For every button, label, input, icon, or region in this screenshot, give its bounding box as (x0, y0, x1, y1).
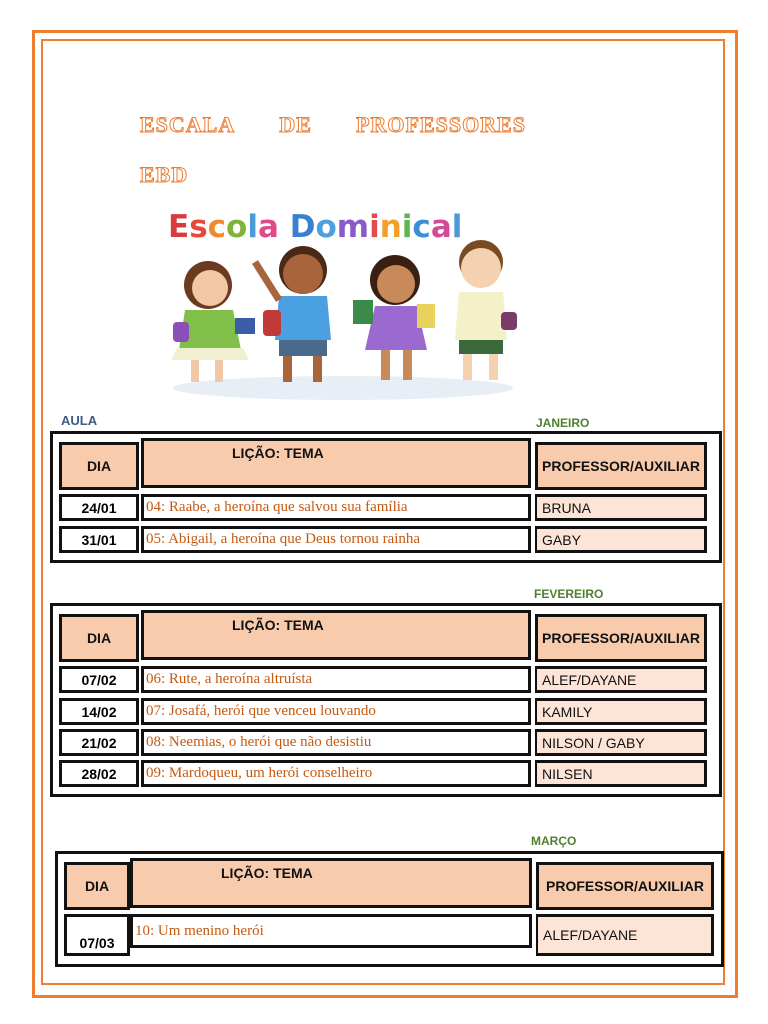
logo-text: Escola Dominical (168, 209, 463, 245)
table-row-lesson: 04: Raabe, a heroína que salvou sua família (141, 494, 531, 521)
header-professor: PROFESSOR/AUXILIAR (535, 614, 707, 662)
month-label: FEVEREIRO (534, 587, 604, 601)
table-row-lesson: 06: Rute, a heroína altruísta (141, 666, 531, 693)
month-label: MARÇO (531, 834, 577, 848)
child-figure (255, 246, 331, 382)
child-figure (455, 240, 517, 380)
header-dia: DIA (59, 442, 139, 490)
child-figure (353, 255, 435, 380)
table-row-day: 28/02 (59, 760, 139, 787)
title-word: PROFESSORES (356, 112, 526, 137)
ground-shadow (173, 376, 513, 400)
table-row-professor: GABY (535, 526, 707, 553)
table-row-lesson: 08: Neemias, o herói que não desistiu (141, 729, 531, 756)
header-professor: PROFESSOR/AUXILIAR (536, 862, 714, 910)
table-row-day: 31/01 (59, 526, 139, 553)
table-row-lesson: 10: Um menino herói (130, 914, 532, 948)
header-dia: DIA (64, 862, 130, 910)
table-row-professor: KAMILY (535, 698, 707, 725)
table-row-professor: NILSON / GABY (535, 729, 707, 756)
title-word: ESCALA (140, 112, 236, 137)
schedule-table-fevereiro (50, 603, 722, 797)
child-figure (171, 261, 255, 382)
schedule-table-marco (55, 851, 724, 967)
table-row-day: 21/02 (59, 729, 139, 756)
table-row-lesson: 05: Abigail, a heroína que Deus tornou rainha (141, 526, 531, 553)
month-label: JANEIRO (536, 416, 590, 430)
table-row-day: 24/01 (59, 494, 139, 521)
table-row-professor: NILSEN (535, 760, 707, 787)
aula-label: AULA (61, 413, 98, 428)
page-title (140, 112, 526, 138)
header-tema: LIÇÃO: TEMA (130, 858, 532, 908)
table-row-professor: ALEF/DAYANE (536, 914, 714, 956)
header-dia: DIA (59, 614, 139, 662)
table-row-professor: ALEF/DAYANE (535, 666, 707, 693)
table-row-day: 14/02 (59, 698, 139, 725)
table-row-professor: BRUNA (535, 494, 707, 521)
header-tema: LIÇÃO: TEMA (141, 610, 531, 660)
escola-dominical-illustration (163, 200, 523, 405)
table-row-lesson: 09: Mardoqueu, um herói conselheiro (141, 760, 531, 787)
header-professor: PROFESSOR/AUXILIAR (535, 442, 707, 490)
header-tema: LIÇÃO: TEMA (141, 438, 531, 488)
schedule-table-janeiro (50, 431, 722, 563)
page-subtitle: EBD (140, 162, 189, 187)
table-row-day: 07/03 (64, 914, 130, 956)
title-word: DE (279, 112, 312, 137)
table-row-lesson: 07: Josafá, herói que venceu louvando (141, 698, 531, 725)
table-row-day: 07/02 (59, 666, 139, 693)
